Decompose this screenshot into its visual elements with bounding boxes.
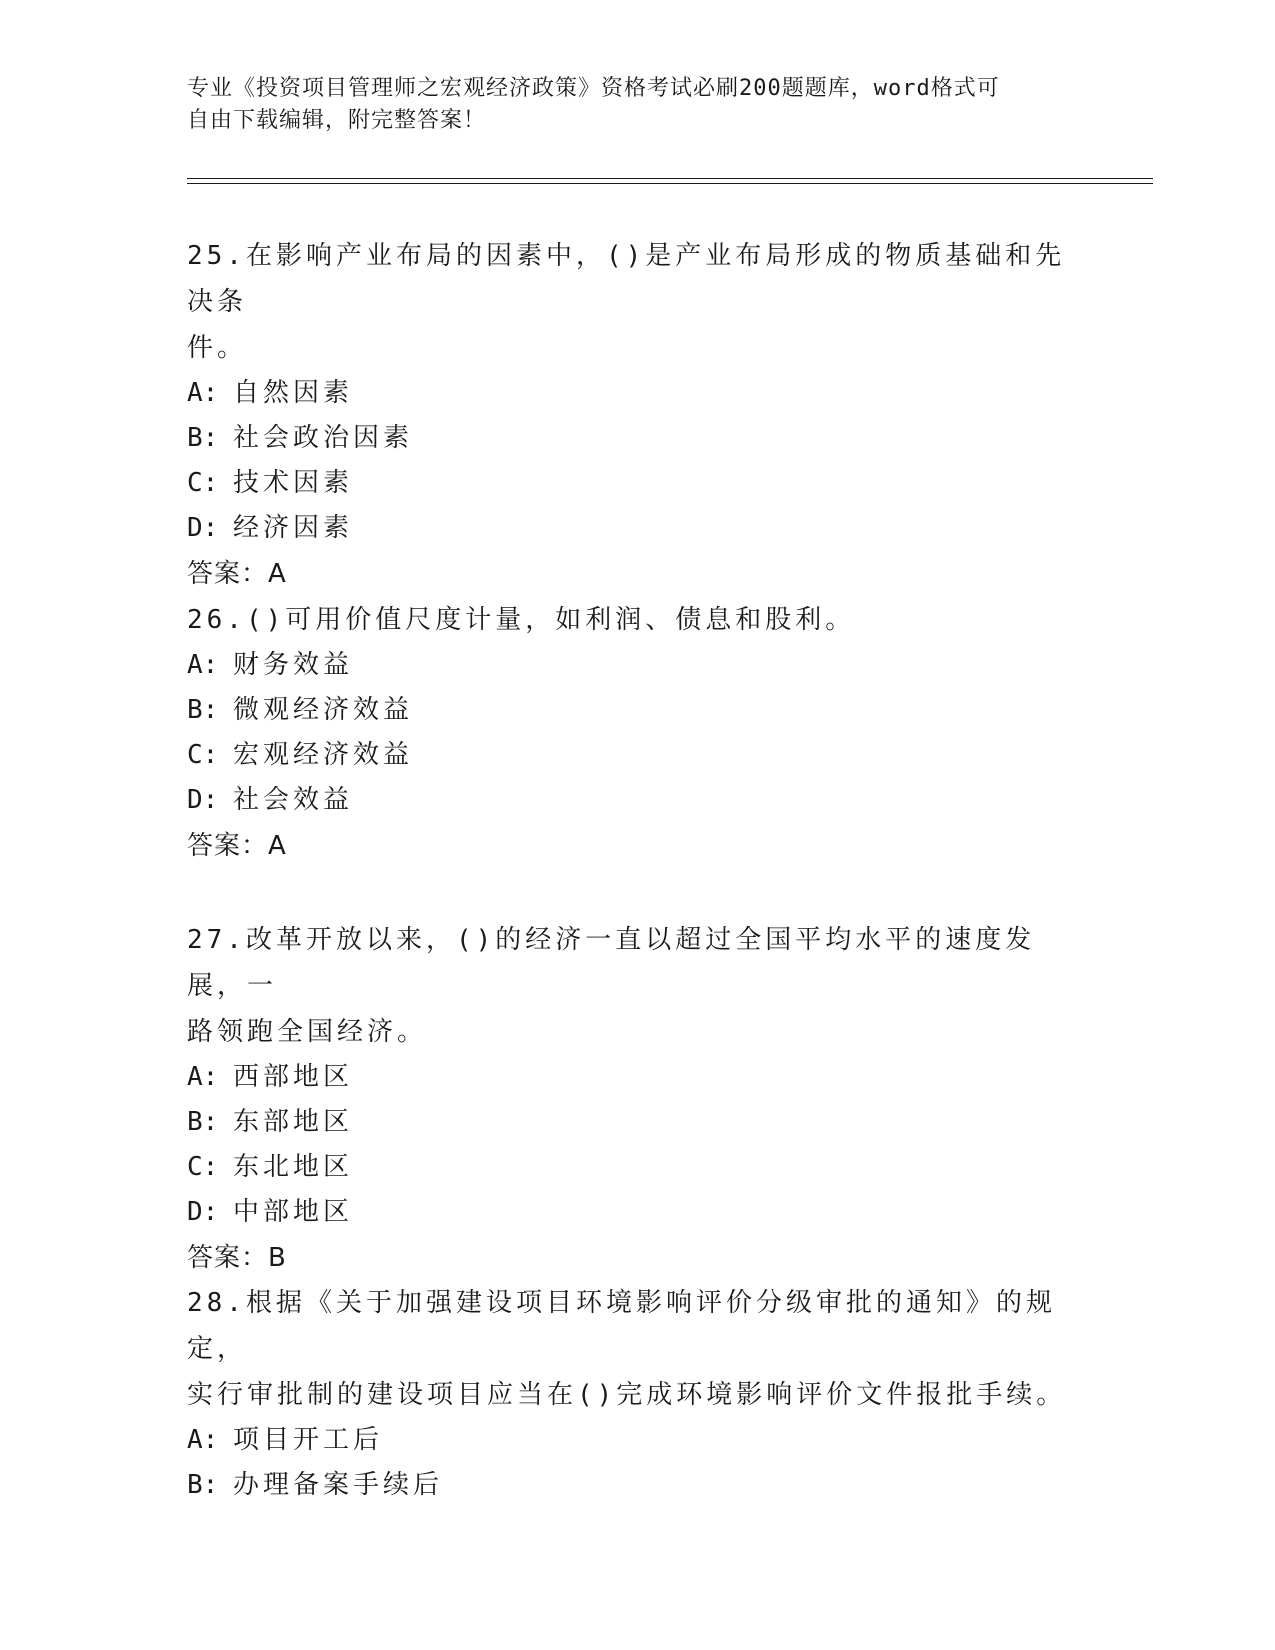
option-c	[187, 461, 1087, 506]
option-b	[187, 1463, 1087, 1508]
option-letter: D:	[187, 1197, 219, 1227]
answer-label: 答案：A	[187, 559, 287, 589]
option-letter: B:	[187, 695, 219, 725]
header-line-2: 自由下载编辑，附完整答案！	[187, 108, 487, 133]
question-stem-line: 实行审批制的建设项目应当在()完成环境影响评价文件报批手续。	[187, 1380, 1067, 1410]
option-text: 项目开工后	[233, 1425, 384, 1455]
question-26	[187, 597, 1087, 869]
option-a	[187, 643, 1087, 688]
option-letter: A:	[187, 1062, 219, 1092]
option-text: 中部地区	[233, 1197, 354, 1227]
option-letter: B:	[187, 423, 219, 453]
option-b	[187, 416, 1087, 461]
option-text: 东北地区	[233, 1152, 354, 1182]
option-text: 社会效益	[233, 785, 354, 815]
question-27	[187, 917, 1087, 1281]
option-d	[187, 506, 1087, 551]
question-stem-line: 26.()可用价值尺度计量，如利润、债息和股利。	[187, 605, 856, 635]
option-c	[187, 1145, 1087, 1190]
option-a	[187, 1418, 1087, 1463]
option-letter: D:	[187, 513, 219, 543]
option-text: 财务效益	[233, 650, 354, 680]
question-stem-line: 27.改革开放以来，()的经济一直以超过全国平均水平的速度发展，一	[187, 925, 1036, 1001]
question-stem-line: 28.根据《关于加强建设项目环境影响评价分级审批的通知》的规定，	[187, 1288, 1056, 1364]
option-a	[187, 1055, 1087, 1100]
question-stem-line: 25.在影响产业布局的因素中，()是产业布局形成的物质基础和先决条	[187, 241, 1066, 317]
option-d	[187, 778, 1087, 823]
option-text: 宏观经济效益	[233, 740, 414, 770]
option-letter: A:	[187, 650, 219, 680]
option-letter: B:	[187, 1107, 219, 1137]
option-b	[187, 688, 1087, 733]
option-a	[187, 371, 1087, 416]
question-stem-line: 路领跑全国经济。	[187, 1017, 428, 1047]
option-text: 经济因素	[233, 513, 354, 543]
option-c	[187, 733, 1087, 778]
option-text: 办理备案手续后	[233, 1470, 444, 1500]
option-text: 西部地区	[233, 1062, 354, 1092]
option-letter: C:	[187, 1152, 219, 1182]
option-b	[187, 1100, 1087, 1145]
option-letter: C:	[187, 468, 219, 498]
option-letter: A:	[187, 378, 219, 408]
question-25	[187, 233, 1087, 597]
option-text: 技术因素	[233, 468, 354, 498]
option-letter: D:	[187, 785, 219, 815]
question-stem-line: 件。	[187, 333, 248, 363]
answer-label: 答案：B	[187, 1243, 287, 1273]
option-letter: A:	[187, 1425, 219, 1455]
option-text: 社会政治因素	[233, 423, 414, 453]
header-divider-bottom	[187, 183, 1153, 184]
answer-label: 答案：A	[187, 831, 287, 861]
document-header	[187, 73, 1087, 137]
option-letter: C:	[187, 740, 219, 770]
option-d	[187, 1190, 1087, 1235]
question-28	[187, 1280, 1087, 1508]
option-letter: B:	[187, 1470, 219, 1500]
option-text: 东部地区	[233, 1107, 354, 1137]
header-line-1: 专业《投资项目管理师之宏观经济政策》资格考试必刷200题题库，word格式可	[187, 76, 1000, 101]
option-text: 自然因素	[233, 378, 354, 408]
header-divider-top	[187, 178, 1153, 179]
option-text: 微观经济效益	[233, 695, 414, 725]
